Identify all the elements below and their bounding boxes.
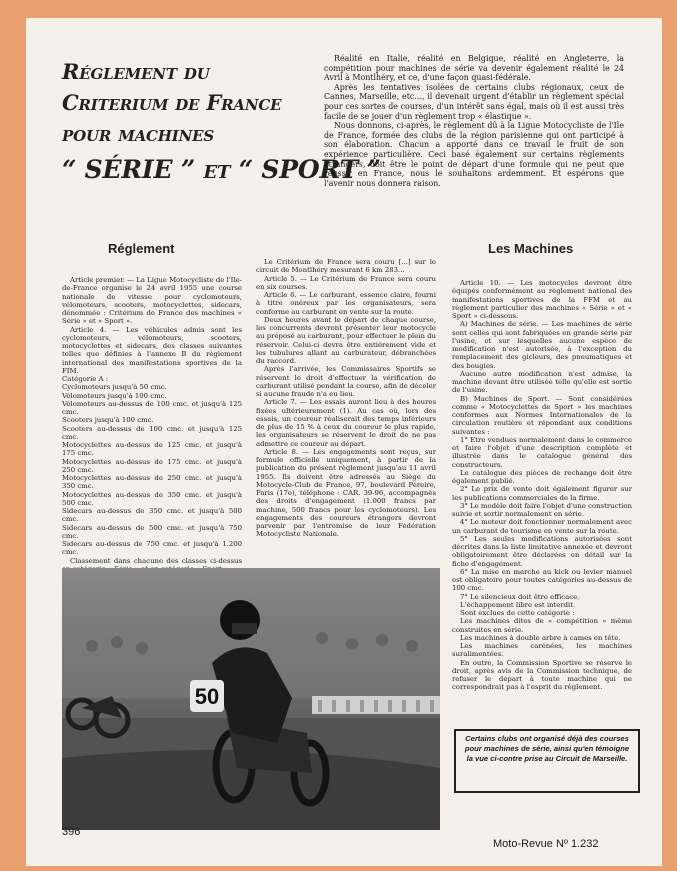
paragraph: B) Machines de Sport. — Sont considérées comme « Motocyclettes de Sport » les machines conformes aux Normes Internationales de la circulation routière et répondant aux conditions suivantes : xyxy=(452,394,632,436)
paragraph: Deux heures avant le départ de chaque course, les concurrents devront présenter leur motocycle au préposé au carburant, pour effectuer le plein du réservoir. Celui-ci devra être entièrement vide et les tubulures allant au carburateur, débranchées du raccord. xyxy=(256,315,436,365)
paragraph: En outre, la Commission Sportive se réserve le droit, après avis de la Commission technique, de refuser le départ à toute machine qui ne correspondrait pas à l'esprit du règlement. xyxy=(452,658,632,692)
paragraph: Le Critérium de France sera couru [...] sur le circuit de Montlhéry mesurant 6 km 283... xyxy=(256,258,436,275)
paragraph: 4° Le moteur doit fonctionner normalement avec un carburant de tourisme en vente sur la route. xyxy=(452,518,632,535)
paragraph: Article premier. — La Ligue Motocycliste de l'Ile-de-France organise le 24 avril 1955 une course nationale de vitesse pour cyclomoteurs, vélomoteurs, scooters, motocyclettes, sidecars, dénommée : Critérium de France des machines « Série » et « Sport ». xyxy=(62,276,242,326)
paragraph: Aucune autre modification n'est admise, la machine devant être utilisée telle qu'elle est sortie de l'usine. xyxy=(452,369,632,395)
photo-caption: Certains clubs ont organisé déjà des courses pour machines de série, ainsi qu'en témoigne la vue ci-contre prise au Circuit de Marseille. xyxy=(454,729,640,793)
paragraph: 7° Le silencieux doit être efficace. xyxy=(460,592,580,601)
title-line-4: “ SÉRIE ” et “ SPORT ” xyxy=(62,155,381,184)
paragraph: Scooters jusqu'à 100 cmc. xyxy=(62,416,154,425)
paragraph: Article 7. — Les essais auront lieu à des heures fixées ultérieurement (1). Au cas où, lors des essais, un coureur réaliserait des temps inférieurs de plus de 15 % à ceux du coureur le plus rapide, les organisateurs se réservent le droit de ne pas admettre ce coureur au départ. xyxy=(256,398,436,448)
magazine-issue: Moto-Revue Nº 1.232 xyxy=(493,838,599,850)
paragraph: Scooters au-dessus de 100 cmc. et jusqu'à 125 cmc. xyxy=(62,424,242,441)
title-line-1: Réglement du xyxy=(62,59,210,84)
title-line-3: pour machines xyxy=(62,121,214,146)
intro-paragraph: Réalité en Italie, réalité en Belgique, réalité en Angleterre, la compétition pour machines de série va devenir également réalité le 24 Avril à Montlhéry, et ce, d'une façon quasi-fédérale. xyxy=(324,54,624,83)
paragraph: 1° Etre vendues normalement dans le commerce et faire l'objet d'une description complète et illustrée dans le catalogue général des constructeurs. xyxy=(452,435,632,469)
reglement-column-2 xyxy=(256,258,436,581)
paragraph: 3° Le modèle doit faire l'objet d'une construction suivie et sortir normalement en série. xyxy=(452,501,632,518)
paragraph: Sidecars au-dessus de 500 cmc. et jusqu'à 750 cmc. xyxy=(62,523,242,540)
paragraph: Les machines carénées, les machines suralimentées. xyxy=(452,642,632,659)
paragraph: Classement dans chacune des classes ci-dessus xyxy=(70,556,242,565)
paragraph: 2° Le prix de vente doit également figurer sur les publications commerciales de la firme. xyxy=(452,485,632,502)
paragraph: Sidecars au-dessus de 750 cmc. et jusqu'à 1.200 cmc. xyxy=(62,540,242,557)
paragraph: Après l'arrivée, les Commissaires Sportifs se réservent le droit d'effectuer la vérification de carburant utilisé pendant la course, afin de déceler si aucune fraude n'a eu lieu. xyxy=(256,365,436,398)
paragraph: Article 5. — Le Critérium de France sera couru en six courses. xyxy=(256,274,436,291)
paragraph: Article 8. — Les engagements sont reçus, sur formule officielle uniquement, à partir de la publication du présent règlement jusqu'au 11 avril 1955. Ils doivent être adressés au Siège du Motocycle-Club de France, 97, boulevard Péreire, Paris (17e), téléphone : CAR. 39-96, accompagnés des droits d'engagement (1.000 francs par machine, 500 francs pour les cyclomoteurs). Les engagements des coureurs étrangers devront parvenir par l'entremise de leur Fédération Motocycliste Nationale. xyxy=(256,447,436,539)
paragraph: Sont exclues de cette catégorie : xyxy=(460,609,575,617)
paragraph: Les machines à double arbre à cames en tête. xyxy=(460,633,621,642)
paragraph: Motocyclettes au-dessus de 350 cmc. et jusqu'à 500 cmc. xyxy=(62,490,242,507)
machines-heading: Les Machines xyxy=(488,241,574,256)
race-number: 50 xyxy=(194,684,220,709)
paragraph: Vélomoteurs au-dessus de 100 cmc. et jusqu'à 125 cmc. xyxy=(62,399,242,416)
paragraph: Article 4. — Les véhicules admis sont les cyclomoteurs, vélomoteurs, scooters, motocyclettes et sidecars, des classes suivantes telles que définies à l'annexe B du règlement international des manifestations sportives de la FIM. xyxy=(62,325,242,375)
reglement-column-1 xyxy=(62,276,242,581)
paragraph: Motocyclettes au-dessus de 125 cmc. et jusqu'à 175 cmc. xyxy=(62,441,242,458)
paragraph: Les machines dites de « compétition » même construites en série. xyxy=(452,617,632,634)
paragraph: Article 6. — Le carburant, essence claire, fourni à titre onéreux par les organisateurs, sera conforme au carburant en vente sur la route. xyxy=(256,291,436,316)
paragraph: Cyclomoteurs jusqu'à 50 cmc. xyxy=(62,383,167,392)
paragraph: Motocyclettes au-dessus de 175 cmc. et jusqu'à 250 cmc. xyxy=(62,457,242,474)
intro-paragraph: Après les tentatives isolées de certains clubs régionaux, ceux de Cannes, Marseille, etc..., il devenait urgent d'établir un règlement spécial pour ces sortes de courses, d'un intérêt sans égal, mais où il est aussi très facile de se jouer d'un règlement trop « élastique ». xyxy=(324,82,624,121)
machines-column xyxy=(452,279,632,719)
reglement-heading: Réglement xyxy=(108,241,175,256)
paragraph: 5° Les seules modifications autorisées sont décrites dans la liste limitative annexée et devront obligatoirement être déclarées en détail sur la fiche d'engagement. xyxy=(452,534,632,568)
magazine-page xyxy=(26,18,662,866)
paragraph: Vélomoteurs jusqu'à 100 cmc. xyxy=(62,391,167,400)
paragraph: 6° La mise en marche au kick ou levier manuel est obligatoire pour toutes catégories au-dessus de 100 cmc. xyxy=(452,567,632,593)
paragraph: A) Machines de série. — Les machines de série sont celles qui sont fabriquées en grande série par l'usine, et sur lesquelles aucune espèce de modification n'est autorisée, à l'exception du remplacement des gicleurs, des pneumatiques et des bougies. xyxy=(452,320,632,370)
article-title xyxy=(62,56,381,189)
intro-paragraph: Nous donnons, ci-après, le règlement dû à la Ligue Motocycliste de l'Ile de France, formée des clubs de la région parisienne qui ont participé à son élaboration. Chacun a apporté dans ce travail le fruit de son expérience particulière. Ceci basé également sur certains règlements étrangers, doit être le point de départ d'une formule qui ne peut que réussir en France, nous le souhaitons ardemment. Et espérons que l'avenir nous donnera raison. xyxy=(324,121,624,188)
paragraph: Catégorie A : xyxy=(62,375,109,383)
paragraph: Sidecars au-dessus de 350 cmc. et jusqu'à 500 cmc. xyxy=(62,507,242,524)
intro-text xyxy=(324,54,624,188)
title-line-2: Criterium de France xyxy=(62,90,282,115)
paragraph: Motocyclettes au-dessus de 250 cmc. et jusqu'à 350 cmc. xyxy=(62,474,242,491)
paragraph: Article 10. — Les motocycles devront être équipés conformément au règlement national des manifestations sportives de la FFM et au règlement particulier des machines « Série » et « Sport » ci-dessous. xyxy=(452,279,632,320)
race-photo xyxy=(62,568,440,830)
motorcycle-racer-image xyxy=(62,568,440,830)
paragraph: L'échappement libre est interdit. xyxy=(460,600,576,609)
page-number: 396 xyxy=(62,826,81,838)
paragraph: Le catalogue des pièces de rechange doit être également publié. xyxy=(452,468,632,485)
